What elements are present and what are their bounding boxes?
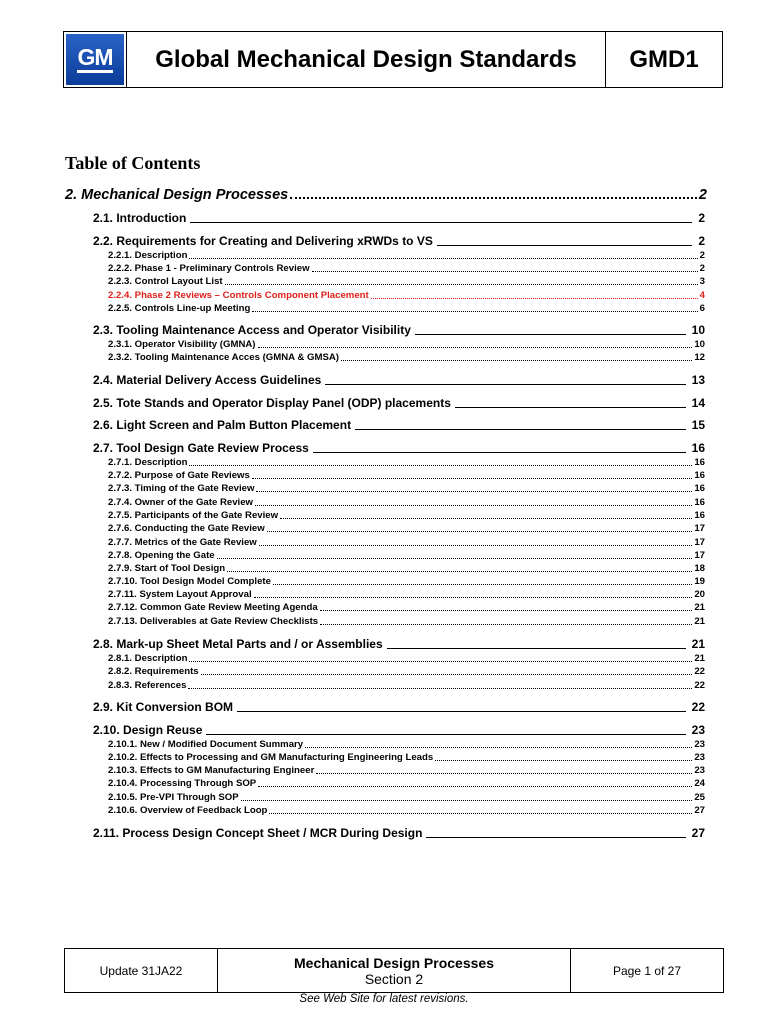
toc-entry[interactable]	[93, 395, 705, 410]
toc-entry[interactable]	[108, 777, 705, 789]
toc-entry-label: 2.8.1. Description	[108, 653, 188, 664]
toc-entry-label: 2.7.11. System Layout Approval	[108, 589, 252, 600]
toc-leader	[313, 452, 686, 453]
toc-entry-page: 2	[698, 234, 705, 248]
toc-entry[interactable]	[108, 575, 705, 587]
toc-leader	[188, 688, 692, 689]
toc-entry[interactable]	[108, 262, 705, 274]
toc-leader	[258, 347, 693, 348]
toc-entry[interactable]	[108, 338, 705, 350]
page-number: Page 1 of 27	[612, 963, 682, 978]
toc-leader	[415, 334, 686, 335]
toc-entry[interactable]	[108, 496, 705, 508]
toc-entry-label: 2.10.1. New / Modified Document Summary	[108, 739, 304, 750]
toc-entry[interactable]	[93, 210, 705, 225]
toc-entry[interactable]	[65, 185, 707, 203]
gm-logo	[66, 34, 124, 85]
toc-entry[interactable]	[93, 322, 705, 337]
toc-entry-page: 20	[694, 589, 705, 600]
toc-leader	[341, 360, 692, 361]
toc-entry-label: 2.2. Requirements for Creating and Delivering xRWDs to VS	[93, 234, 433, 248]
toc-entry-label: 2.7.13. Deliverables at Gate Review Checklists	[108, 616, 319, 627]
toc-entry-label: 2.7.4. Owner of the Gate Review	[108, 497, 254, 508]
toc-entry[interactable]	[108, 652, 705, 664]
toc-entry-page: 17	[694, 550, 705, 561]
document-title: Global Mechanical Design Standards	[127, 32, 606, 87]
toc-entry-page: 23	[694, 765, 705, 776]
toc-entry-page: 14	[691, 396, 705, 410]
toc-leader	[255, 505, 692, 506]
logo-underline	[77, 70, 113, 73]
toc-entry[interactable]	[93, 417, 705, 432]
toc-entry-label: 2.2.4. Phase 2 Reviews – Controls Component Placement	[108, 290, 369, 301]
toc-entry-page: 15	[691, 418, 705, 432]
toc-entry-label: 2.7.8. Opening the Gate	[108, 550, 215, 561]
toc-entry-label: 2.3.2. Tooling Maintenance Acces (GMNA & GMSA)	[108, 352, 339, 363]
toc-entry[interactable]	[108, 764, 705, 776]
toc-entry-page: 23	[694, 752, 705, 763]
toc-entry[interactable]	[93, 825, 705, 840]
toc-leader	[259, 545, 693, 546]
toc-leader	[435, 760, 692, 761]
toc-entry-page: 6	[699, 303, 705, 314]
toc-leader	[455, 407, 686, 408]
toc-entry-label: 2.10.5. Pre-VPI Through SOP	[108, 792, 239, 803]
toc-leader	[305, 747, 692, 748]
toc-title: Table of Contents	[65, 153, 201, 173]
toc-leader	[225, 284, 698, 285]
toc-entry[interactable]	[108, 615, 705, 627]
toc-entry-page: 16	[691, 441, 705, 455]
toc-entry-page: 27	[694, 805, 705, 816]
toc-entry[interactable]	[93, 372, 705, 387]
toc-entry-label: 2.8. Mark-up Sheet Metal Parts and / or Assemblies	[93, 637, 383, 651]
toc-entry[interactable]	[108, 249, 705, 261]
document-footer	[64, 948, 724, 993]
toc-entry-label: 2.10.3. Effects to GM Manufacturing Engineer	[108, 765, 315, 776]
toc-entry-label: 2.6. Light Screen and Palm Button Placement	[93, 418, 352, 432]
toc-entry[interactable]	[108, 751, 705, 763]
toc-leader	[325, 384, 685, 385]
toc-leader	[280, 518, 692, 519]
toc-entry-label: 2.7.10. Tool Design Model Complete	[108, 576, 271, 587]
toc-leader	[355, 429, 686, 430]
toc-entry-page: 21	[694, 602, 705, 613]
toc-entry-page: 22	[694, 666, 705, 677]
toc-entry-page: 24	[694, 778, 705, 789]
toc-leader	[426, 837, 685, 838]
toc-entry[interactable]	[108, 738, 705, 750]
toc-entry-page: 17	[694, 523, 705, 534]
toc-entry-label: 2. Mechanical Design Processes	[65, 187, 289, 203]
toc-entry-page: 16	[694, 457, 705, 468]
toc-entry[interactable]	[108, 482, 705, 494]
toc-entry-page: 10	[691, 323, 705, 337]
toc-leader	[190, 222, 692, 223]
toc-entry-page: 21	[694, 616, 705, 627]
toc-entry[interactable]	[108, 351, 705, 363]
toc-leader	[269, 813, 692, 814]
toc-leader	[312, 271, 698, 272]
toc-entry[interactable]	[93, 699, 705, 714]
update-code: Update 31JA22	[65, 949, 218, 992]
toc-entry-label: 2.7.7. Metrics of the Gate Review	[108, 537, 257, 548]
toc-entry-label: 2.10. Design Reuse	[93, 723, 203, 737]
toc-entry-label: 2.8.3. References	[108, 680, 187, 691]
toc-leader	[316, 773, 692, 774]
toc-entry-page: 3	[699, 276, 705, 287]
logo-text: GM	[77, 44, 113, 70]
document-header	[63, 31, 723, 88]
toc-entry-label: 2.9. Kit Conversion BOM	[93, 700, 234, 714]
toc-entry-label: 2.10.2. Effects to Processing and GM Manufacturing Engineering Leads	[108, 752, 434, 763]
toc-entry[interactable]	[108, 275, 705, 287]
toc-entry-page: 17	[694, 537, 705, 548]
toc-leader	[189, 465, 692, 466]
toc-entry-page: 18	[694, 563, 705, 574]
toc-leader	[189, 258, 697, 259]
revision-note: See Web Site for latest revisions.	[299, 993, 469, 1005]
toc-entry-label: 2.4. Material Delivery Access Guidelines	[93, 373, 322, 387]
toc-leader	[254, 597, 693, 598]
toc-entry-page: 16	[694, 470, 705, 481]
toc-entry[interactable]	[108, 588, 705, 600]
toc-leader	[267, 531, 693, 532]
toc-entry-label: 2.11. Process Design Concept Sheet / MCR During Design	[93, 826, 423, 840]
toc-entry-page: 2	[698, 187, 707, 203]
toc-entry-label: 2.7. Tool Design Gate Review Process	[93, 441, 309, 455]
toc-entry-page: 2	[698, 211, 705, 225]
toc-entry[interactable]	[108, 679, 705, 691]
toc-entry[interactable]	[108, 456, 705, 468]
toc-entry-label: 2.2.2. Phase 1 - Preliminary Controls Review	[108, 263, 310, 274]
toc-entry[interactable]	[108, 562, 705, 574]
toc-leader	[290, 197, 697, 199]
toc-entry[interactable]	[108, 536, 705, 548]
toc-entry[interactable]	[93, 636, 705, 651]
toc-leader	[371, 298, 698, 299]
toc-leader	[227, 571, 692, 572]
toc-entry-label: 2.5. Tote Stands and Operator Display Panel (ODP) placements	[93, 396, 451, 410]
toc-entry-label: 2.7.6. Conducting the Gate Review	[108, 523, 265, 534]
toc-entry[interactable]	[108, 804, 705, 816]
toc-entry[interactable]	[108, 302, 705, 314]
section-title: Mechanical Design Processes	[294, 954, 494, 971]
toc-leader	[217, 558, 693, 559]
toc-leader	[387, 648, 686, 649]
toc-entry-page: 16	[694, 483, 705, 494]
toc-entry-label: 2.1. Introduction	[93, 211, 187, 225]
toc-entry-page: 12	[694, 352, 705, 363]
toc-entry-label: 2.2.1. Description	[108, 250, 188, 261]
toc-entry-label: 2.10.6. Overview of Feedback Loop	[108, 805, 268, 816]
toc-entry-label: 2.7.12. Common Gate Review Meeting Agenda	[108, 602, 318, 613]
toc-entry[interactable]	[93, 440, 705, 455]
toc-entry-label: 2.8.2. Requirements	[108, 666, 199, 677]
toc-entry[interactable]	[108, 522, 705, 534]
toc-entry-label: 2.3.1. Operator Visibility (GMNA)	[108, 339, 256, 350]
toc-leader	[252, 478, 692, 479]
toc-entry-page: 2	[699, 263, 705, 274]
toc-entry-page: 25	[694, 792, 705, 803]
toc-leader	[437, 245, 692, 246]
toc-entry-page: 23	[694, 739, 705, 750]
toc-entry[interactable]	[108, 509, 705, 521]
toc-entry-label: 2.7.5. Participants of the Gate Review	[108, 510, 279, 521]
toc-entry-label: 2.2.3. Control Layout List	[108, 276, 223, 287]
toc-leader	[258, 786, 692, 787]
toc-entry[interactable]	[93, 722, 705, 737]
toc-leader	[241, 800, 693, 801]
toc-entry-label: 2.7.1. Description	[108, 457, 188, 468]
document-code: GMD1	[629, 45, 699, 73]
toc-entry-page: 21	[694, 653, 705, 664]
toc-entry[interactable]	[108, 665, 705, 677]
toc-entry-label: 2.7.3. Timing of the Gate Review	[108, 483, 255, 494]
toc-entry[interactable]	[108, 469, 705, 481]
toc-entry-label: 2.10.4. Processing Through SOP	[108, 778, 257, 789]
toc-leader	[201, 674, 693, 675]
toc-leader	[320, 610, 693, 611]
toc-leader	[237, 711, 686, 712]
toc-entry-label: 2.3. Tooling Maintenance Access and Operator Visibility	[93, 323, 411, 337]
toc-entry-page: 10	[694, 339, 705, 350]
toc-entry-page: 23	[691, 723, 705, 737]
toc-entry-page: 2	[699, 250, 705, 261]
toc-leader	[273, 584, 692, 585]
toc-entry-label: 2.2.5. Controls Line-up Meeting	[108, 303, 251, 314]
toc-entry[interactable]	[93, 233, 705, 248]
toc-entry-page: 21	[691, 637, 705, 651]
toc-entry-page: 19	[694, 576, 705, 587]
toc-leader	[206, 734, 685, 735]
toc-entry[interactable]	[108, 601, 705, 613]
toc-leader	[252, 311, 697, 312]
toc-entry[interactable]	[108, 549, 705, 561]
toc-entry-page: 16	[694, 497, 705, 508]
logo-cell	[64, 32, 127, 87]
toc-entry-page: 22	[694, 680, 705, 691]
toc-entry-page: 4	[699, 290, 705, 301]
toc-entry-page: 22	[691, 700, 705, 714]
section-number: Section 2	[364, 970, 424, 987]
toc-entry-label: 2.7.2. Purpose of Gate Reviews	[108, 470, 250, 481]
toc-entry-page: 27	[691, 826, 705, 840]
toc-leader	[256, 491, 692, 492]
toc-entry[interactable]	[108, 289, 705, 301]
section-info	[218, 949, 571, 992]
toc-entry-label: 2.7.9. Start of Tool Design	[108, 563, 226, 574]
toc-leader	[189, 661, 692, 662]
toc-entry-page: 13	[691, 373, 705, 387]
toc-entry-page: 16	[694, 510, 705, 521]
toc-entry[interactable]	[108, 791, 705, 803]
toc-leader	[320, 624, 692, 625]
